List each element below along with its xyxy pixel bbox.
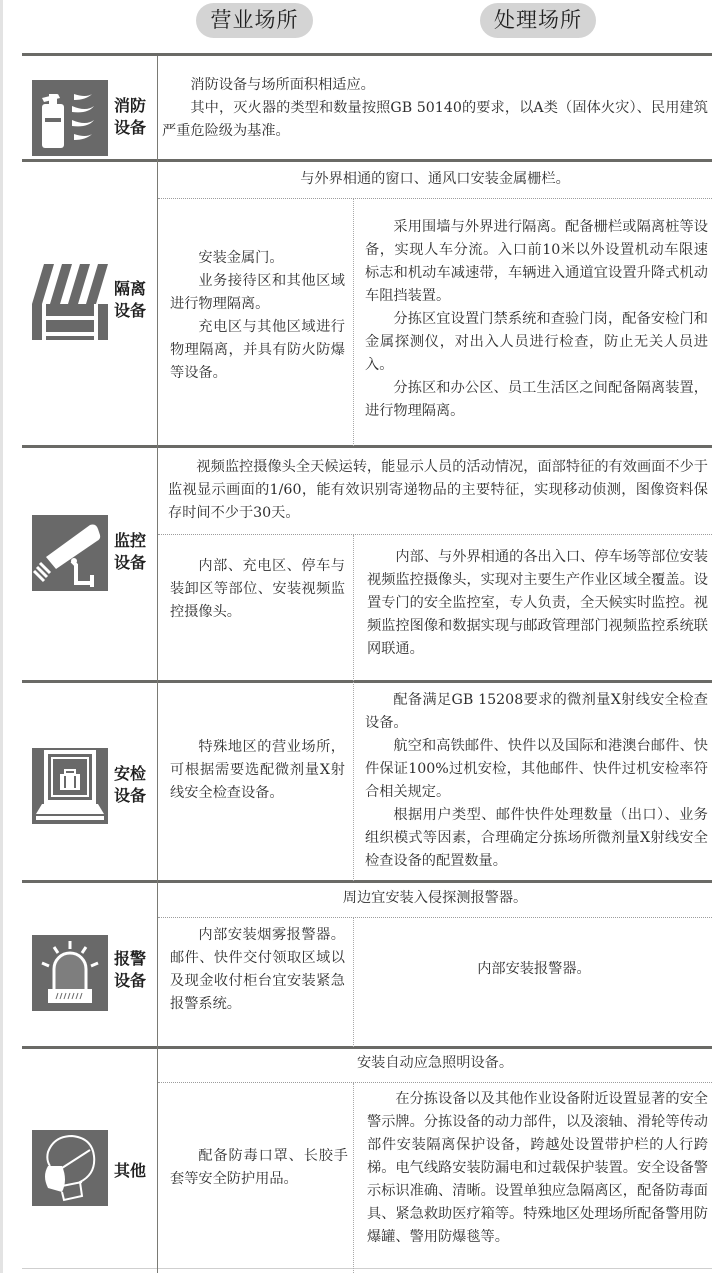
- shared-divider: [158, 534, 712, 535]
- row-divider: [22, 680, 712, 683]
- sub-column-divider: [353, 199, 354, 446]
- table-bottom-rule: [22, 1268, 712, 1269]
- sub-column-divider: [353, 682, 354, 881]
- sub-column-divider: [353, 918, 354, 1047]
- processing-requirements: 在分拣设备以及其他作业设备附近设置显著的安全警示牌。分拣设备的动力部件，以及滚轴、滑轮等传动部件安装隔离保护设备，跨越处设置带护栏的人行跨梯。电气线路安装防漏电和过载保护装置。安全设备警示标识准确、清晰。设置单独应急隔离区，配备防毒面具、紧急救助医疗箱等。特殊地区处理场所配备警用防爆罐、警用防爆毯等。: [367, 1091, 708, 1245]
- sub-column-divider: [353, 535, 354, 681]
- shared-requirements: 视频监控摄像头全天候运转，能显示人员的活动情况，面部特征的有效画面不少于监视显示画面的1/60，能有效识别寄递物品的主要特征，实现移动侦测，图像资料保存时间不少于30天。: [168, 459, 708, 521]
- business-requirements: 配备防毒口罩、长胶手套等安全防护用品。: [170, 1148, 348, 1187]
- category-label: 监控 设备: [114, 531, 147, 572]
- shared-requirements: 安装自动应急照明设备。: [356, 1055, 514, 1071]
- row-divider: [22, 445, 712, 448]
- page-left-edge: [0, 0, 3, 1273]
- alarm-beacon-icon: [32, 935, 108, 1011]
- gas-mask-icon: [32, 1130, 108, 1206]
- category-label: 报警 设备: [114, 949, 147, 990]
- business-requirements: 安装金属门。 业务接待区和其他区域进行物理隔离。 充电区与其他区域进行物理隔离，并具有防火防爆等设备。: [170, 250, 345, 381]
- processing-requirements: 采用围墙与外界进行隔离。配备栅栏或隔离桩等设备，实现人车分流。入口前10米以外设置机动车限速标志和机动车减速带，车辆进入通道宜设置升降式机动车阻挡装置。 分拣区宜设置门禁系统和查验门岗，配备安检门和金属探测仪，对出入人员进行检查，防止无关人员进入。 分拣区和办公区、员工生活区之间配备隔离装置，进行物理隔离。: [365, 219, 708, 419]
- shared-requirements: 消防设备与场所面积相适应。 其中，灭火器的类型和数量按照GB 50140的要求，以A类（固体火灾）、民用建筑严重危险级为基准。: [162, 77, 708, 139]
- row-divider: [22, 880, 712, 883]
- column-header-business: 营业场所: [196, 3, 313, 38]
- business-requirements: 内部安装烟雾报警器。邮件、快件交付领取区域以及现金收付柜台宜安装紧急报警系统。: [170, 927, 345, 1012]
- security-camera-icon: [32, 515, 108, 591]
- table-top-rule: [22, 53, 712, 56]
- row-divider: [22, 159, 712, 162]
- label-column-divider: [157, 56, 158, 1273]
- shared-requirements: 周边宜安装入侵探测报警器。: [342, 890, 528, 906]
- category-label: 安检 设备: [114, 764, 147, 805]
- category-label: 消防 设备: [114, 96, 147, 137]
- shared-divider: [158, 1082, 712, 1083]
- category-label: 隔离 设备: [114, 279, 147, 320]
- column-header-processing: 处理场所: [480, 3, 596, 38]
- business-requirements: 内部、充电区、停车与装卸区等部位、安装视频监控摄像头。: [170, 558, 345, 620]
- shared-requirements: 与外界相通的窗口、通风口安装金属栅栏。: [300, 171, 570, 187]
- business-requirements: 特殊地区的营业场所，可根据需要选配微剂量X射线安全检查设备。: [170, 739, 345, 801]
- shared-divider: [158, 198, 712, 199]
- category-label: 其他: [114, 1161, 147, 1180]
- fire-extinguisher-icon: [32, 80, 108, 156]
- processing-requirements: 内部、与外界相通的各出入口、停车场等部位安装视频监控摄像头，实现对主要生产作业区域全覆盖。设置专门的安全监控室，专人负责，全天候实时监控。视频监控图像和数据实现与邮政管理部门视频监控系统联网联通。: [367, 549, 708, 657]
- barrier-gate-icon: [32, 264, 108, 340]
- sub-column-divider: [353, 1083, 354, 1273]
- processing-requirements: 配备满足GB 15208要求的微剂量X射线安全检查设备。 航空和高铁邮件、快件以及国际和港澳台邮件、快件保证100%过机安检，其他邮件、快件过机安检率符合相关规定。 根据用户类型、邮件快件处理数量（出口）、业务组织模式等因素，合理确定分拣场所微剂量X射线安全检查设备的配置数量。: [365, 692, 708, 869]
- xray-scanner-icon: [32, 748, 108, 824]
- shared-divider: [158, 917, 712, 918]
- processing-requirements: 内部安装报警器。: [477, 961, 591, 977]
- row-divider: [22, 1046, 712, 1049]
